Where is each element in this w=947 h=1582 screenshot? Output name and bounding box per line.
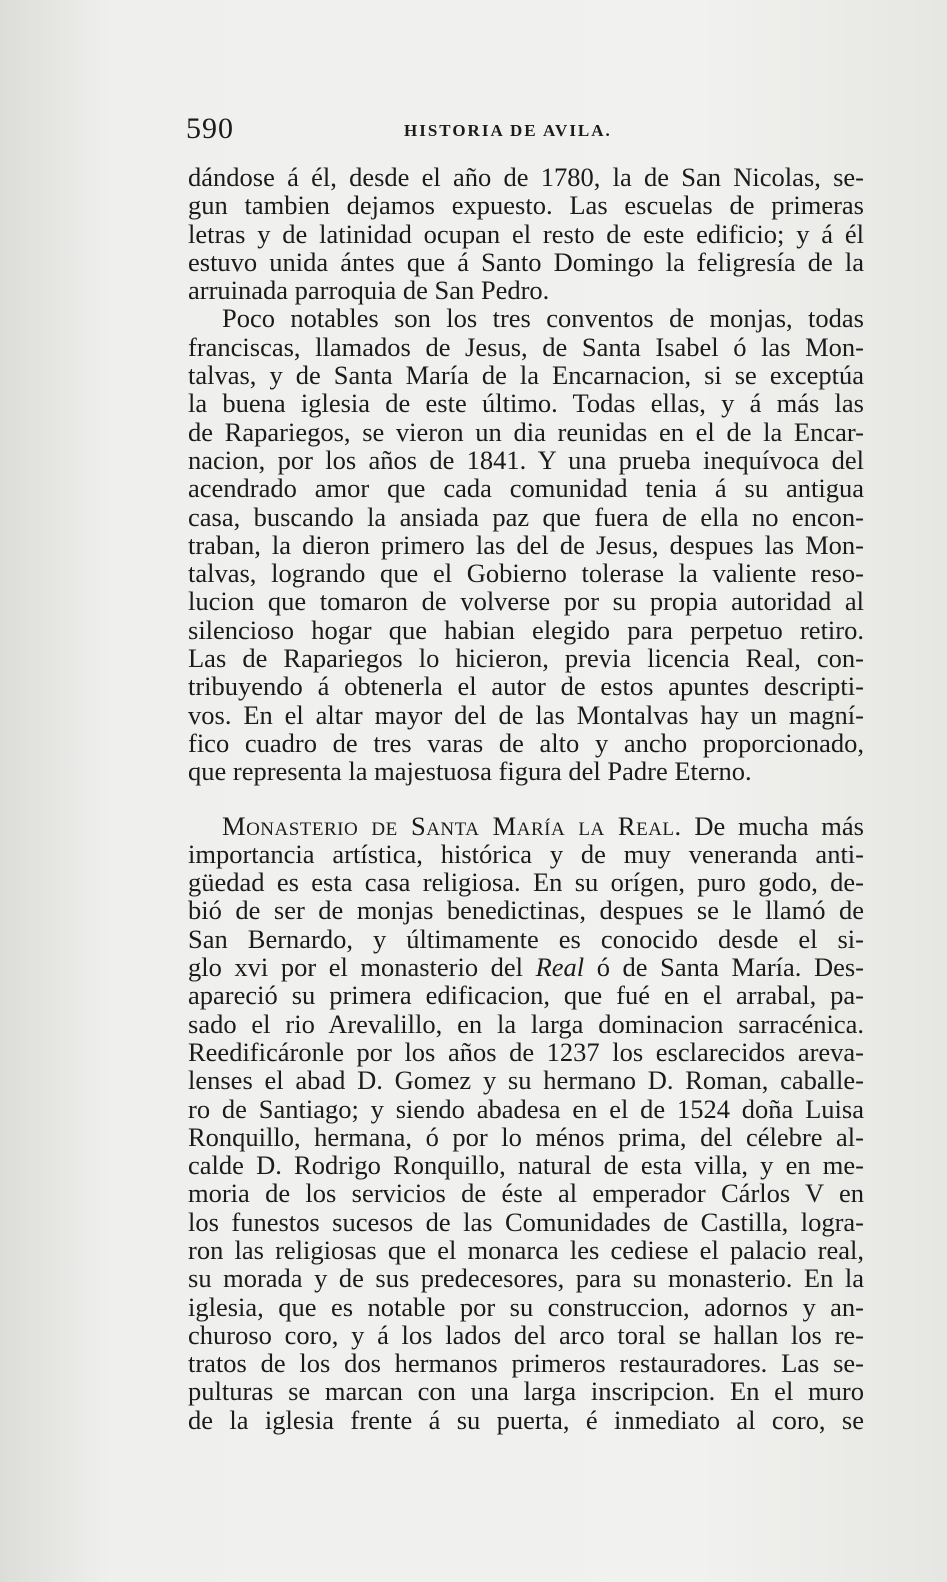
text-line: acendrado amor que cada comunidad tenia á su antigua [188,473,864,504]
text-line: vos. En el altar mayor del de las Montalvas hay un magní- [188,699,864,730]
text-line: Poco notables son los tres conventos de monjas, todas [222,303,864,334]
text-line: que representa la majestuosa figura del Padre Eterno. [188,756,752,787]
text-line: iglesia, que es notable por su construccion, adornos y an- [188,1291,864,1322]
section-heading: Monasterio de Santa María la Real. [222,810,682,841]
text-line: ro de Santiago; y siendo abadesa en el de 1524 doña Luisa [188,1093,864,1124]
text-line: lucion que tomaron de volverse por su propia autoridad al [188,586,864,617]
text-line: güedad es esta casa religiosa. En su orígen, puro godo, de- [188,867,864,898]
text-line: bió de ser de monjas benedictinas, despues se le llamó de [188,895,864,926]
text-line: Ronquillo, hermana, ó por lo ménos prima, del célebre al- [188,1121,864,1152]
paragraph [188,163,864,304]
text-line: letras y de latinidad ocupan el resto de este edificio; y á él [188,218,864,249]
text-line: San Bernardo, y últimamente es conocido desde el si- [188,923,864,954]
text-line: los funestos sucesos de las Comunidades de Castilla, logra- [188,1206,864,1237]
text-line: fico cuadro de tres varas de alto y ancho proporcionado, [188,727,864,758]
text-line: tratos de los dos hermanos primeros restauradores. Las se- [188,1348,864,1379]
text-line: traban, la dieron primero las del de Jesus, despues las Mon- [188,529,864,560]
text-line: la buena iglesia de este último. Todas ellas, y á más las [188,388,864,419]
text-line: talvas, y de Santa María de la Encarnacion, si se exceptúa [188,360,864,391]
text-line: nacion, por los años de 1841. Y una prueba inequívoca del [188,444,864,475]
running-title: HISTORIA DE AVILA. [404,121,612,140]
text-line: estuvo unida ántes que á Santo Domingo la feligresía de la [188,246,864,277]
text-line: franciscas, llamados de Jesus, de Santa Isabel ó las Mon- [188,331,864,362]
text-line: silencioso hogar que habian elegido para perpetuo retiro. [188,614,864,645]
paragraph [188,304,864,785]
text-line [188,953,864,981]
text-line [188,812,864,840]
body-text [188,163,864,1434]
paragraph-gap [188,786,864,812]
text-line: casa, buscando la ansiada paz que fuera de ella no encon- [188,501,864,532]
paragraph [188,812,864,1435]
heading-continuation: De mucha más [694,810,864,841]
text-line: lenses el abad D. Gomez y su hermano D. Roman, caballe- [188,1065,864,1096]
text-fragment: glo xvi por el monasterio del [188,952,524,983]
text-line: de Rapariegos, se vieron un dia reunidas en el de la Encar- [188,416,864,447]
page-number: 590 [186,112,234,145]
text-line: pulturas se marcan con una larga inscripcion. En el muro [188,1376,864,1407]
text-line: sado el rio Arevalillo, en la larga dominacion sarracénica. [188,1008,864,1039]
text-line: churoso coro, y á los lados del arco toral se hallan los re- [188,1319,864,1350]
text-line: ron las religiosas que el monarca les cediese el palacio real, [188,1234,864,1265]
italic-word: Real [535,952,585,983]
text-line: apareció su primera edificacion, que fué en el arrabal, pa- [188,980,864,1011]
text-line: Las de Rapariegos lo hicieron, previa licencia Real, con- [188,643,864,674]
text-line: calde D. Rodrigo Ronquillo, natural de esta villa, y en me- [188,1150,864,1181]
text-line: de la iglesia frente á su puerta, é inmediato al coro, se [188,1404,864,1435]
text-line: tribuyendo á obtenerla el autor de estos apuntes descripti- [188,671,864,702]
text-line: su morada y de sus predecesores, para su monasterio. En la [188,1263,864,1294]
page-header [186,112,866,148]
text-line: arruinada parroquia de San Pedro. [188,275,550,306]
text-line: talvas, logrando que el Gobierno tolerase la valiente reso- [188,558,864,589]
text-line: gun tambien dejamos expuesto. Las escuelas de primeras [188,190,864,221]
text-fragment: ó de Santa María. Des- [596,952,865,983]
text-line: dándose á él, desde el año de 1780, la de San Nicolas, se- [188,162,864,192]
text-line: Reedificáronle por los años de 1237 los esclarecidos areva- [188,1036,864,1067]
text-line: importancia artística, histórica y de muy veneranda anti- [188,838,864,869]
text-line: moria de los servicios de éste al emperador Cárlos V en [188,1178,864,1209]
